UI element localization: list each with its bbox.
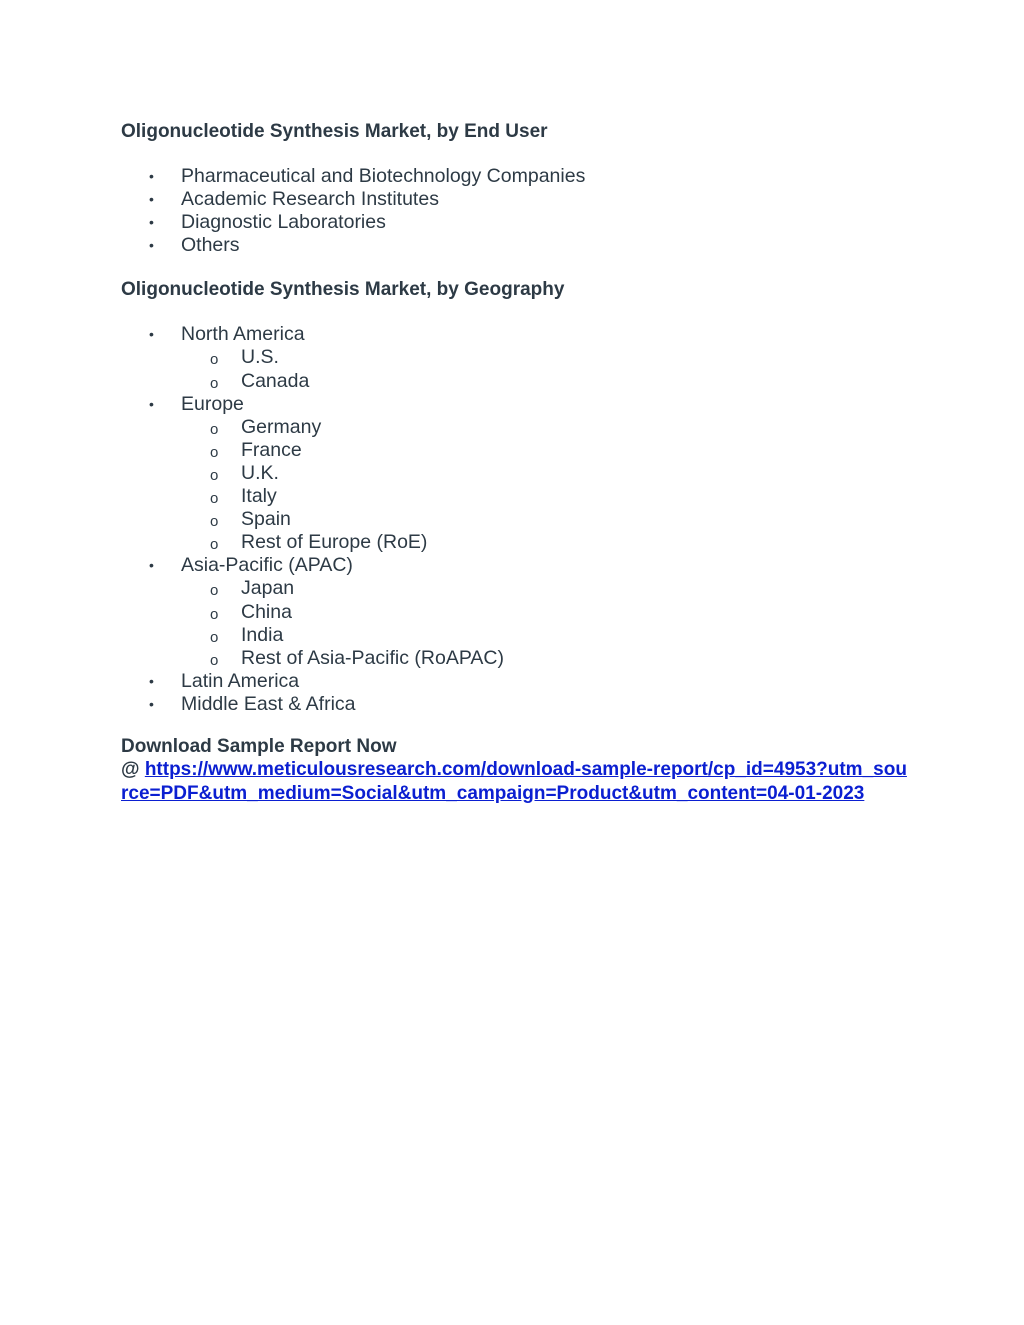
- country-item: [181, 531, 911, 554]
- region-item-latin-america: [121, 670, 911, 693]
- section-heading-end-user: Oligonucleotide Synthesis Market, by End User: [121, 121, 548, 142]
- region-label: Asia-Pacific (APAC): [181, 554, 353, 577]
- region-item-europe: [121, 393, 911, 555]
- list-item: [121, 211, 911, 234]
- circle-bullet-icon: o: [210, 466, 219, 484]
- list-item-label: Others: [181, 234, 240, 257]
- country-item: [181, 346, 911, 369]
- bullet-icon: •: [149, 672, 154, 689]
- list-item-label: Pharmaceutical and Biotechnology Companies: [181, 165, 586, 187]
- country-label: Rest of Asia-Pacific (RoAPAC): [241, 646, 504, 669]
- bullet-icon: •: [149, 214, 154, 231]
- country-label: Spain: [241, 508, 291, 531]
- country-item: [181, 601, 911, 624]
- download-sample-link[interactable]: https://www.meticulousresearch.com/download-sample-report/cp_id=4953?utm_source=PDF&utm_medium=Social&utm_campaign=Product&utm_content=04-01-2023: [121, 759, 907, 804]
- circle-bullet-icon: o: [210, 536, 219, 554]
- circle-bullet-icon: o: [210, 628, 219, 646]
- country-label: U.K.: [241, 461, 279, 484]
- bullet-icon: •: [149, 695, 154, 712]
- list-item-label: Diagnostic Laboratories: [181, 211, 386, 234]
- country-item: [181, 439, 911, 462]
- circle-bullet-icon: o: [210, 582, 219, 600]
- country-item: [181, 485, 911, 508]
- country-label: Japan: [241, 577, 295, 600]
- circle-bullet-icon: o: [210, 605, 219, 623]
- country-list: [181, 577, 911, 669]
- at-prefix: @: [121, 759, 145, 781]
- bullet-icon: •: [149, 168, 154, 184]
- circle-bullet-icon: o: [210, 651, 219, 669]
- country-item: [181, 624, 911, 647]
- circle-bullet-icon: o: [210, 513, 219, 531]
- country-item: [181, 577, 911, 600]
- region-item-asia-pacific: [121, 554, 911, 669]
- country-label: Canada: [241, 369, 310, 392]
- country-list: [181, 346, 911, 392]
- country-item: [181, 416, 911, 439]
- country-label: Germany: [241, 415, 322, 438]
- bullet-icon: •: [149, 191, 154, 208]
- list-item: [121, 188, 911, 211]
- bullet-icon: •: [149, 395, 154, 412]
- bullet-icon: •: [149, 326, 154, 343]
- country-label: Italy: [241, 485, 277, 508]
- list-item: [121, 165, 911, 188]
- region-item-middle-east-africa: [121, 693, 911, 716]
- country-label: U.S.: [241, 346, 279, 369]
- document-page: [121, 118, 911, 805]
- download-label: Download Sample Report Now: [121, 735, 397, 757]
- region-label: Middle East & Africa: [181, 692, 356, 715]
- country-item: [181, 647, 911, 670]
- country-label: India: [241, 623, 284, 646]
- list-item-label: Academic Research Institutes: [181, 188, 439, 211]
- bullet-icon: •: [149, 557, 154, 574]
- end-user-list: [121, 165, 911, 257]
- region-label: Latin America: [181, 669, 300, 692]
- country-label: France: [241, 438, 302, 461]
- country-list: [181, 416, 911, 555]
- country-item: [181, 370, 911, 393]
- circle-bullet-icon: o: [210, 443, 219, 461]
- geography-list: [121, 323, 911, 716]
- country-item: [181, 462, 911, 485]
- download-link-line: [121, 758, 911, 805]
- country-label: China: [241, 600, 292, 623]
- country-label: Rest of Europe (RoE): [241, 531, 428, 554]
- download-section: [121, 735, 911, 805]
- circle-bullet-icon: o: [210, 490, 219, 508]
- circle-bullet-icon: o: [210, 374, 219, 392]
- bullet-icon: •: [149, 237, 154, 254]
- circle-bullet-icon: o: [210, 351, 219, 369]
- section-heading-geography: Oligonucleotide Synthesis Market, by Geography: [121, 279, 565, 301]
- circle-bullet-icon: o: [210, 420, 219, 438]
- country-item: [181, 508, 911, 531]
- region-label: Europe: [181, 392, 244, 415]
- region-item-north-america: [121, 323, 911, 392]
- list-item: [121, 234, 911, 257]
- region-label: North America: [181, 323, 305, 346]
